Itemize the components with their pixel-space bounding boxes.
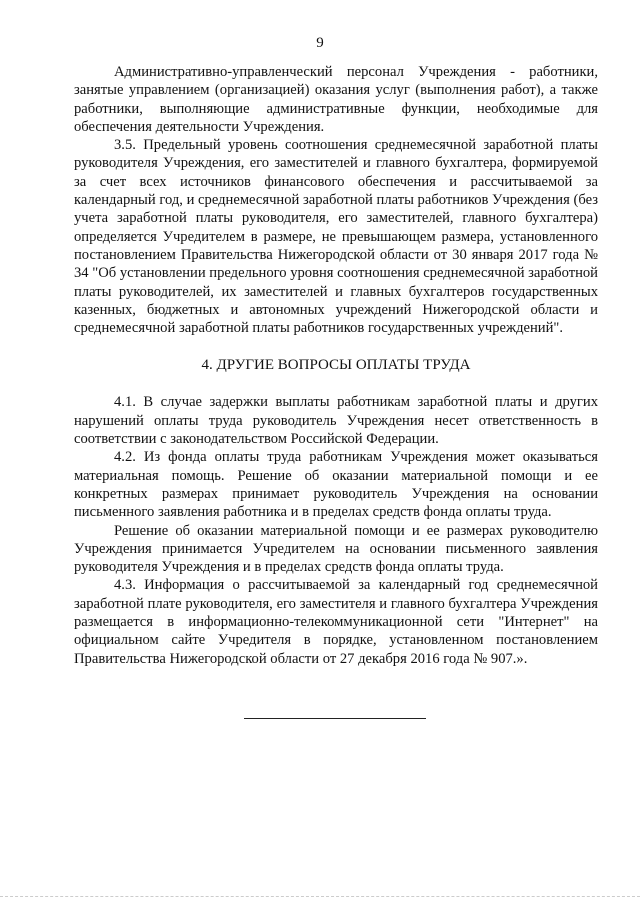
document-body — [74, 63, 598, 668]
page-number: 9 — [316, 35, 324, 51]
paragraph-4-1: 4.1. В случае задержки выплаты работникам заработной платы и других нарушений оплаты труда руководитель Учреждения несет ответственность в соответствии с законодательством Российской Федерации. — [74, 394, 598, 448]
paragraph-admin-staff: Административно-управленческий персонал Учреждения - работники, занятые управлением (организацией) оказания услуг (выполнения работ), а также работники, выполняющие административные функции, необходимые для обеспечения деятельности Учреждения. — [74, 64, 598, 135]
paragraph-3-5: 3.5. Предельный уровень соотношения среднемесячной заработной платы руководителя Учреждения, его заместителей и главного бухгалтера, формируемой за счет всех источников финансового обеспечения и рассчитываемой за календарный год, и среднемесячной заработной платы работников Учреждения (без учета заработной платы руководителя, его заместителей, главного бухгалтера) определяется Учредителем в размере, не превышающем размера, установленного постановлением Правительства Нижегородской области от 30 января 2017 года № 34 "Об установлении предельного уровня соотношения среднемесячной заработной платы руководителей, их заместителей и главных бухгалтеров государственных казенных, бюджетных и автономных учреждений Нижегородской области и среднемесячной заработной платы работников государственных учреждений". — [74, 137, 598, 337]
paragraph-4-3: 4.3. Информация о рассчитываемой за календарный год среднемесячной заработной плате руководителя, его заместителя и главного бухгалтера Учреждения размещается в информационно-телекоммуникационной сети "Интернет" на официальном сайте Учредителя в порядке, установленном постановлением Правительства Нижегородской области от 27 декабря 2016 года № 907.». — [74, 577, 598, 667]
paragraph-material-aid-head: Решение об оказании материальной помощи и ее размерах руководителю Учреждения принимается Учредителем на основании письменного заявления руководителя Учреждения и в пределах средств фонда оплаты труда. — [74, 522, 598, 576]
paragraph-4-2: 4.2. Из фонда оплаты труда работникам Учреждения может оказываться материальная помощь. Решение об оказании материальной помощи и ее конкретных размерах принимает руководитель Учреждения на основании письменного заявления работника и в пределах средств фонда оплаты труда. — [74, 449, 598, 521]
end-divider-line — [244, 718, 426, 719]
section-heading: 4. ДРУГИЕ ВОПРОСЫ ОПЛАТЫ ТРУДА — [201, 357, 471, 374]
scan-edge-artifact — [0, 896, 640, 899]
